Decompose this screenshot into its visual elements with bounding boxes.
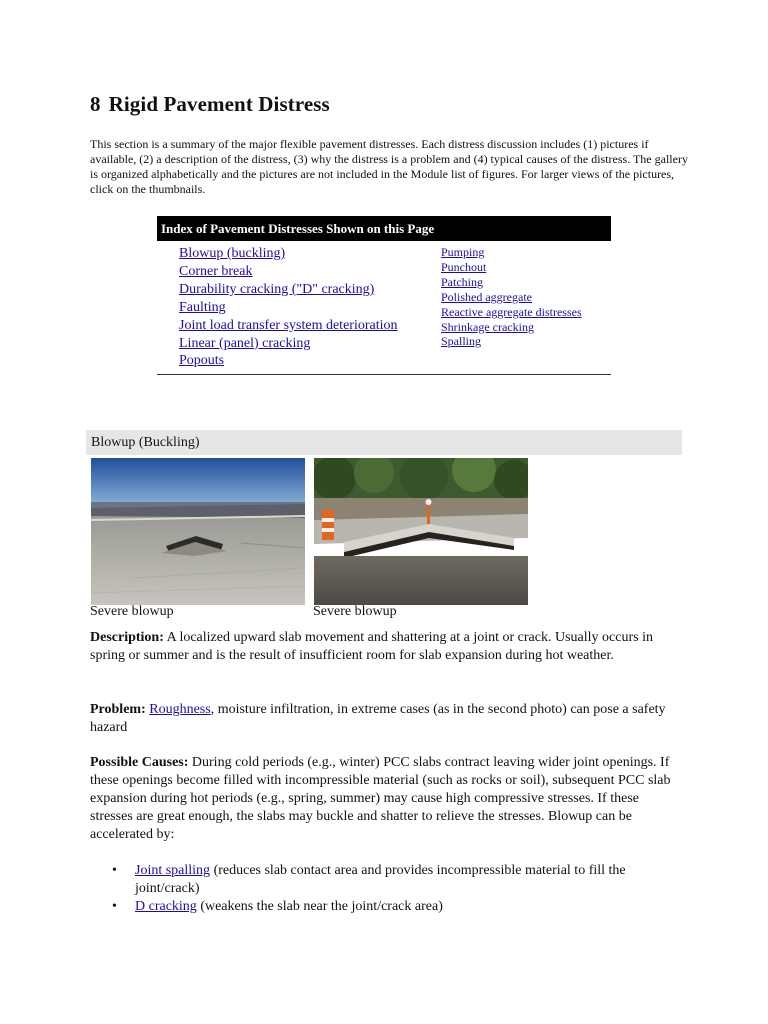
index-link-faulting[interactable]: Faulting [179,299,226,315]
photo-1-caption: Severe blowup [90,604,174,619]
distress-index-table [157,216,611,375]
list-item-text: (weakens the slab near the joint/crack area) [196,899,443,914]
index-link-reactive-aggregate[interactable]: Reactive aggregate distresses [441,304,582,319]
index-right-column [441,245,582,349]
index-left-column [179,245,398,370]
index-link-corner-break[interactable]: Corner break [179,263,253,279]
list-item-text: (reduces slab contact area and provides incompressible material to fill the joint/crack) [135,863,626,896]
blowup-photo-1-image [91,458,305,605]
description-paragraph [90,629,680,665]
accelerator-list [90,862,680,916]
index-link-linear-cracking[interactable]: Linear (panel) cracking [179,335,311,351]
bullet-icon: • [112,899,117,914]
description-label: Description: [90,630,164,645]
intro-paragraph: This section is a summary of the major flexible pavement distresses. Each distress discussion includes (1) pictures if available, (2) a description of the distress, (3) why the distress is a problem and (4) typical causes of the distress. The gallery is organized alphabetically and the pictures are not included in the Module list of figures. For larger views of the pictures, click on the thumbnails. [90,137,688,196]
index-header: Index of Pavement Distresses Shown on this Page [157,216,611,241]
causes-text: During cold periods (e.g., winter) PCC slabs contract leaving wider joint openings. If these openings become filled with incompressible material (such as rocks or soil), subsequent PCC slab expansion during hot periods (e.g., spring, summer) may cause high compressive stresses. If these stresses are great enough, the slabs may buckle and shatter to relieve the stresses. Blowup can be accelerated by: [90,755,671,842]
section-title: Rigid Pavement Distress [108,92,330,116]
causes-label: Possible Causes: [90,755,189,770]
index-link-pumping[interactable]: Pumping [441,245,485,259]
index-link-patching[interactable]: Patching [441,274,483,289]
photo-2-caption: Severe blowup [313,604,397,619]
d-cracking-link[interactable]: D cracking [135,899,197,914]
description-text: A localized upward slab movement and shattering at a joint or crack. Usually occurs in spring or summer and is the result of insufficient room for slab expansion during hot weather. [90,630,653,663]
index-link-durability-cracking[interactable]: Durability cracking ("D" cracking) [179,281,375,297]
index-link-blowup[interactable]: Blowup (buckling) [179,246,286,261]
section-heading-bar: Blowup (Buckling) [86,430,682,455]
joint-spalling-link[interactable]: Joint spalling [135,863,211,878]
index-link-joint-load-transfer[interactable]: Joint load transfer system deterioration [179,317,398,333]
index-link-shrinkage-cracking[interactable]: Shrinkage cracking [441,319,534,334]
list-item [90,898,680,916]
roughness-link[interactable]: Roughness [149,702,211,717]
blowup-photo-1-thumbnail[interactable] [91,458,305,605]
section-number: 8 [90,92,101,116]
index-link-popouts[interactable]: Popouts [179,353,225,369]
problem-paragraph [90,701,680,737]
blowup-photo-2-thumbnail[interactable] [314,458,528,605]
problem-text: , moisture infiltration, in extreme cases (as in the second photo) can pose a safety hazard [90,702,666,735]
list-item [90,862,680,898]
index-link-polished-aggregate[interactable]: Polished aggregate [441,289,532,304]
index-link-spalling[interactable]: Spalling [441,334,482,349]
index-link-punchout[interactable]: Punchout [441,259,487,274]
page-title [90,92,330,117]
problem-label: Problem: [90,702,146,717]
blowup-photo-2-image [314,458,528,605]
bullet-icon: • [112,863,117,878]
causes-paragraph [90,754,680,844]
